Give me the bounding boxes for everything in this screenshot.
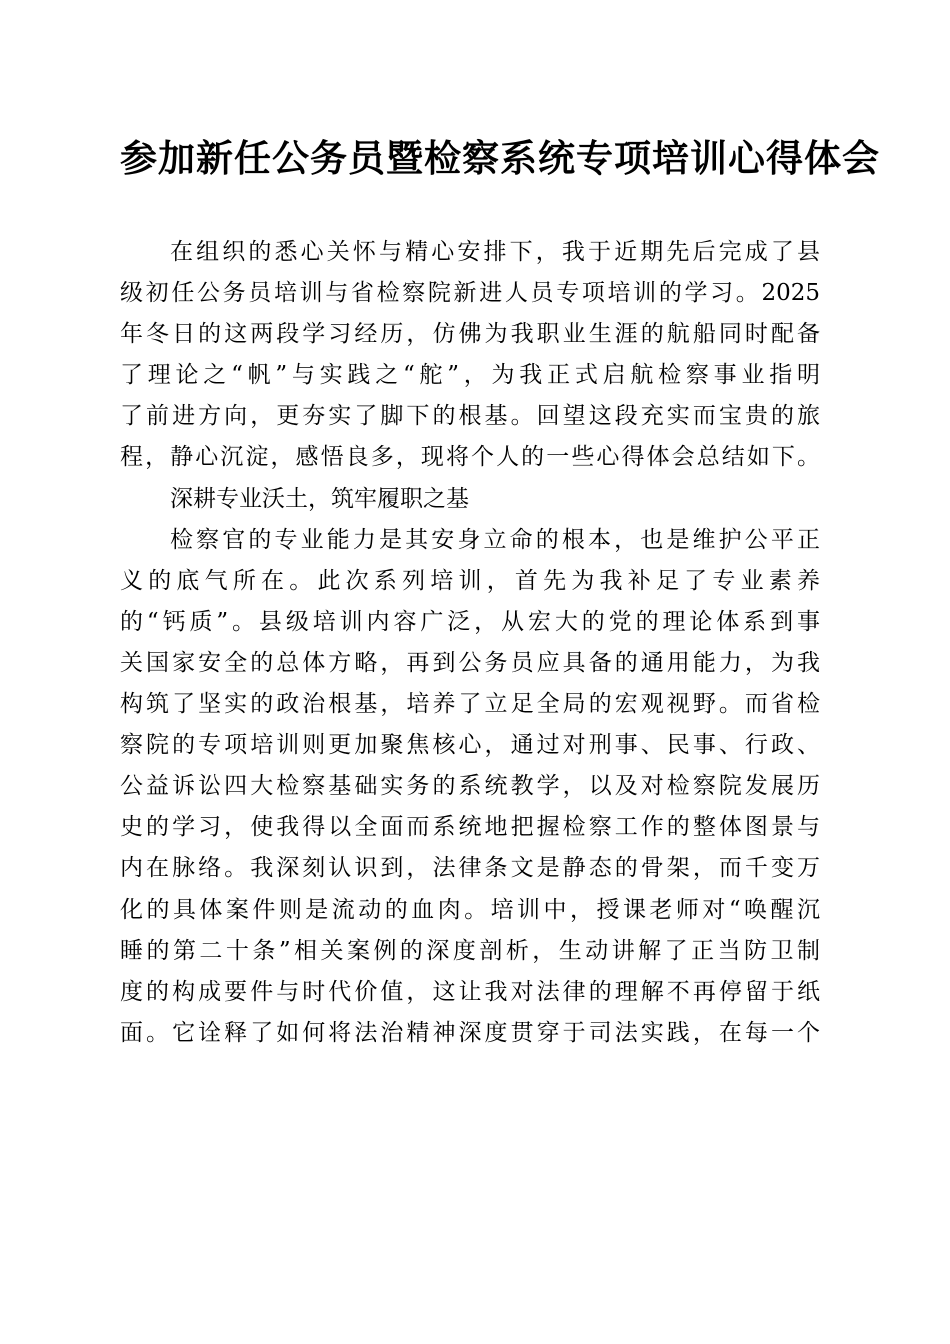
paragraph-line: 年冬日的这两段学习经历，仿佛为我职业生涯的航船同时配备 <box>120 321 820 348</box>
document-title: 参加新任公务员暨检察系统专项培训心得体会 <box>120 136 880 180</box>
paragraph-line: 公益诉讼四大检察基础实务的系统教学，以及对检察院发展历 <box>120 773 820 800</box>
paragraph-line: 在组织的悉心关怀与精心安排下，我于近期先后完成了县 <box>170 239 820 265</box>
paragraph-line: 内在脉络。我深刻认识到，法律条文是静态的骨架，而千变万 <box>120 855 820 882</box>
paragraph-line: 史的学习，使我得以全面而系统地把握检察工作的整体图景与 <box>120 814 820 841</box>
paragraph-line: 检察官的专业能力是其安身立命的根本，也是维护公平正 <box>170 526 820 553</box>
paragraph-line: 关国家安全的总体方略，再到公务员应具备的通用能力，为我 <box>120 649 820 676</box>
paragraph-line: 的“钙质”。县级培训内容广泛，从宏大的党的理论体系到事 <box>120 608 820 635</box>
paragraph-line: 程，静心沉淀，感悟良多，现将个人的一些心得体会总结如下。 <box>120 444 820 471</box>
section-heading: 深耕专业沃土，筑牢履职之基 <box>170 485 469 512</box>
paragraph-line: 面。它诠释了如何将法治精神深度贯穿于司法实践，在每一个 <box>120 1019 820 1046</box>
paragraph-line: 义的底气所在。此次系列培训，首先为我补足了专业素养 <box>120 567 820 594</box>
paragraph-line: 构筑了坚实的政治根基，培养了立足全局的宏观视野。而省检 <box>120 691 820 718</box>
paragraph-line: 级初任公务员培训与省检察院新进人员专项培训的学习。2025 <box>120 280 820 307</box>
paragraph-line: 化的具体案件则是流动的血肉。培训中，授课老师对“唤醒沉 <box>120 896 820 923</box>
document-body <box>120 232 820 1054</box>
paragraph-line: 了前进方向，更夯实了脚下的根基。回望这段充实而宝贵的旅 <box>120 403 820 430</box>
paragraph-line: 度的构成要件与时代价值，这让我对法律的理解不再停留于纸 <box>120 978 820 1005</box>
paragraph-line: 了理论之“帆”与实践之“舵”，为我正式启航检察事业指明 <box>120 362 820 389</box>
paragraph-line: 睡的第二十条”相关案例的深度剖析，生动讲解了正当防卫制 <box>120 937 820 964</box>
paragraph-line: 察院的专项培训则更加聚焦核心，通过对刑事、民事、行政、 <box>120 732 820 759</box>
